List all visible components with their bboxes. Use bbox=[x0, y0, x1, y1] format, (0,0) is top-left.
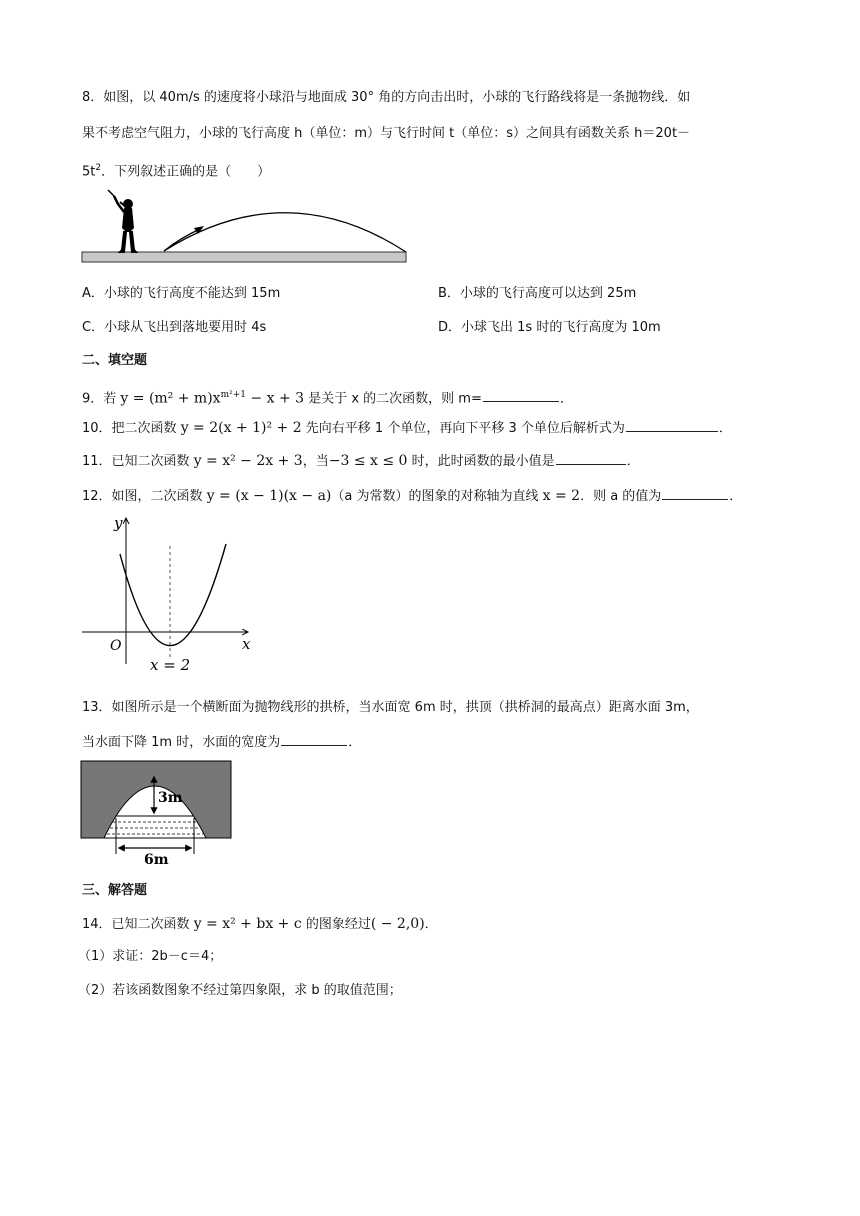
q12-parabola-figure bbox=[78, 510, 262, 670]
q14-point: ( − 2,0) bbox=[370, 916, 425, 932]
q12-axis-equation: x = 2 bbox=[542, 488, 581, 504]
q11-prefix: 11．已知二次函数 bbox=[82, 454, 194, 469]
ball-trajectory bbox=[164, 213, 406, 252]
parabola-curve bbox=[120, 544, 226, 646]
q11-suffix: 时，此时函数的最小值是 bbox=[407, 454, 555, 469]
q11-answer-blank[interactable] bbox=[556, 450, 626, 465]
q11 bbox=[82, 450, 640, 472]
section-answer: 三、解答题 bbox=[82, 883, 148, 898]
q10-end: ． bbox=[718, 421, 732, 436]
q9 bbox=[82, 385, 573, 409]
q12-prefix: 12．如图，二次函数 bbox=[82, 489, 207, 504]
golfer-icon bbox=[108, 190, 136, 252]
q10-equation: y = 2(x + 1)² + 2 bbox=[180, 420, 302, 436]
symmetry-axis-label: x = 2 bbox=[150, 656, 191, 670]
q8-line1: 8．如图，以 40m/s 的速度将小球沿与地面成 30° 角的方向击出时，小球的飞行路线将是一条抛物线．如 bbox=[82, 90, 691, 105]
q13-line2 bbox=[82, 731, 361, 753]
q9-prefix: 9．若 bbox=[82, 391, 121, 407]
q12-equation: y = (x − 1)(x − a) bbox=[206, 488, 332, 504]
golfer-figure bbox=[80, 188, 412, 268]
q9-answer-blank[interactable] bbox=[483, 387, 559, 402]
q12 bbox=[82, 485, 742, 507]
q11-end: ． bbox=[626, 454, 640, 469]
q8-line3-term: 5t bbox=[82, 164, 96, 180]
q8-option-b[interactable]: B．小球的飞行高度可以达到 25m bbox=[438, 286, 637, 301]
q9-equation-tail: − x + 3 bbox=[245, 390, 305, 407]
q12-answer-blank[interactable] bbox=[662, 485, 728, 500]
q8-option-c[interactable]: C．小球从飞出到落地要用时 4s bbox=[82, 320, 267, 335]
origin-label: O bbox=[110, 638, 122, 654]
q8-line3-tail: ．下列叙述正确的是（ ） bbox=[101, 164, 271, 180]
q12-suffix: ．则 a 的值为 bbox=[580, 489, 662, 504]
q9-equation: y = (m² + m)x bbox=[120, 390, 221, 407]
q8-line3 bbox=[82, 158, 270, 182]
q8-line2: 果不考虑空气阻力，小球的飞行高度 h（单位：m）与飞行时间 t（单位：s）之间具有函数关系 h＝20t－ bbox=[82, 126, 691, 141]
q8-line3-exponent: 2 bbox=[95, 163, 102, 173]
arch-bridge-figure bbox=[80, 760, 234, 866]
q9-suffix: 是关于 x 的二次函数，则 m= bbox=[304, 391, 482, 407]
q14-sub2: （2）若该函数图象不经过第四象限，求 b 的取值范围； bbox=[78, 983, 402, 998]
q11-condition: −3 ≤ x ≤ 0 bbox=[328, 453, 408, 469]
q9-end: ． bbox=[559, 391, 573, 407]
height-label: 3m bbox=[158, 790, 183, 806]
x-axis-label: x bbox=[242, 635, 251, 653]
q14-prefix: 14．已知二次函数 bbox=[82, 917, 194, 932]
q14-end: ． bbox=[424, 917, 438, 932]
q13-line2-text: 当水面下降 1m 时，水面的宽度为 bbox=[82, 735, 281, 750]
q11-equation: y = x² − 2x + 3 bbox=[193, 453, 303, 469]
y-axis-label: y bbox=[114, 514, 123, 532]
q13-answer-blank[interactable] bbox=[281, 731, 347, 746]
width-label: 6m bbox=[144, 852, 169, 866]
q10-prefix: 10．把二次函数 bbox=[82, 421, 181, 436]
q8-option-a[interactable]: A．小球的飞行高度不能达到 15m bbox=[82, 286, 281, 301]
q13-end: ． bbox=[348, 735, 362, 750]
q14-equation: y = x² + bx + c bbox=[193, 916, 302, 932]
section-fill-in: 二、填空题 bbox=[82, 353, 148, 368]
q12-mid: （a 为常数）的图象的对称轴为直线 bbox=[331, 489, 543, 504]
ground-bar bbox=[82, 252, 406, 262]
q11-mid: ，当 bbox=[302, 454, 329, 469]
q14-sub1: （1）求证：2b－c＝4； bbox=[78, 949, 223, 964]
q14-mid: 的图象经过 bbox=[301, 917, 371, 932]
q13-line1: 13．如图所示是一个横断面为抛物线形的拱桥，当水面宽 6m 时，拱顶（拱桥洞的最高点）距离水面 3m， bbox=[82, 700, 699, 715]
q12-end: ． bbox=[729, 489, 743, 504]
q9-exponent: m²+1 bbox=[220, 390, 246, 400]
q10 bbox=[82, 417, 732, 439]
q10-suffix: 先向右平移 1 个单位，再向下平移 3 个单位后解析式为 bbox=[301, 421, 625, 436]
q8-option-d[interactable]: D．小球飞出 1s 时的飞行高度为 10m bbox=[438, 320, 661, 335]
q14 bbox=[82, 914, 438, 935]
q10-answer-blank[interactable] bbox=[626, 417, 718, 432]
